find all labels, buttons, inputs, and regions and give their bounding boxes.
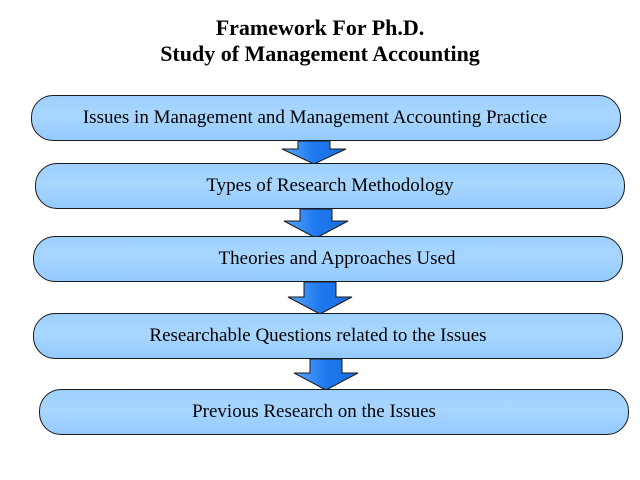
step-label: Types of Research Methodology: [206, 175, 454, 196]
step-box-researchable-questions: [33, 313, 623, 359]
diagram-title-line-2: Study of Management Accounting: [160, 41, 480, 66]
step-label: Theories and Approaches Used: [218, 248, 456, 269]
step-label: Previous Research on the Issues: [192, 401, 436, 422]
down-arrow-icon: [288, 282, 354, 315]
step-box-issues: [31, 95, 621, 141]
down-arrow-icon: [282, 209, 350, 239]
step-box-research-methodology: [35, 163, 625, 209]
diagram-title-line-1: Framework For Ph.D.: [215, 15, 425, 40]
step-label: Issues in Management and Management Accounting Practice: [82, 107, 548, 128]
step-label: Researchable Questions related to the Issues: [149, 325, 487, 346]
down-arrow-icon: [294, 359, 360, 391]
step-box-theories-approaches: [33, 236, 623, 282]
down-arrow-icon: [280, 141, 348, 165]
step-box-previous-research: [39, 389, 629, 435]
